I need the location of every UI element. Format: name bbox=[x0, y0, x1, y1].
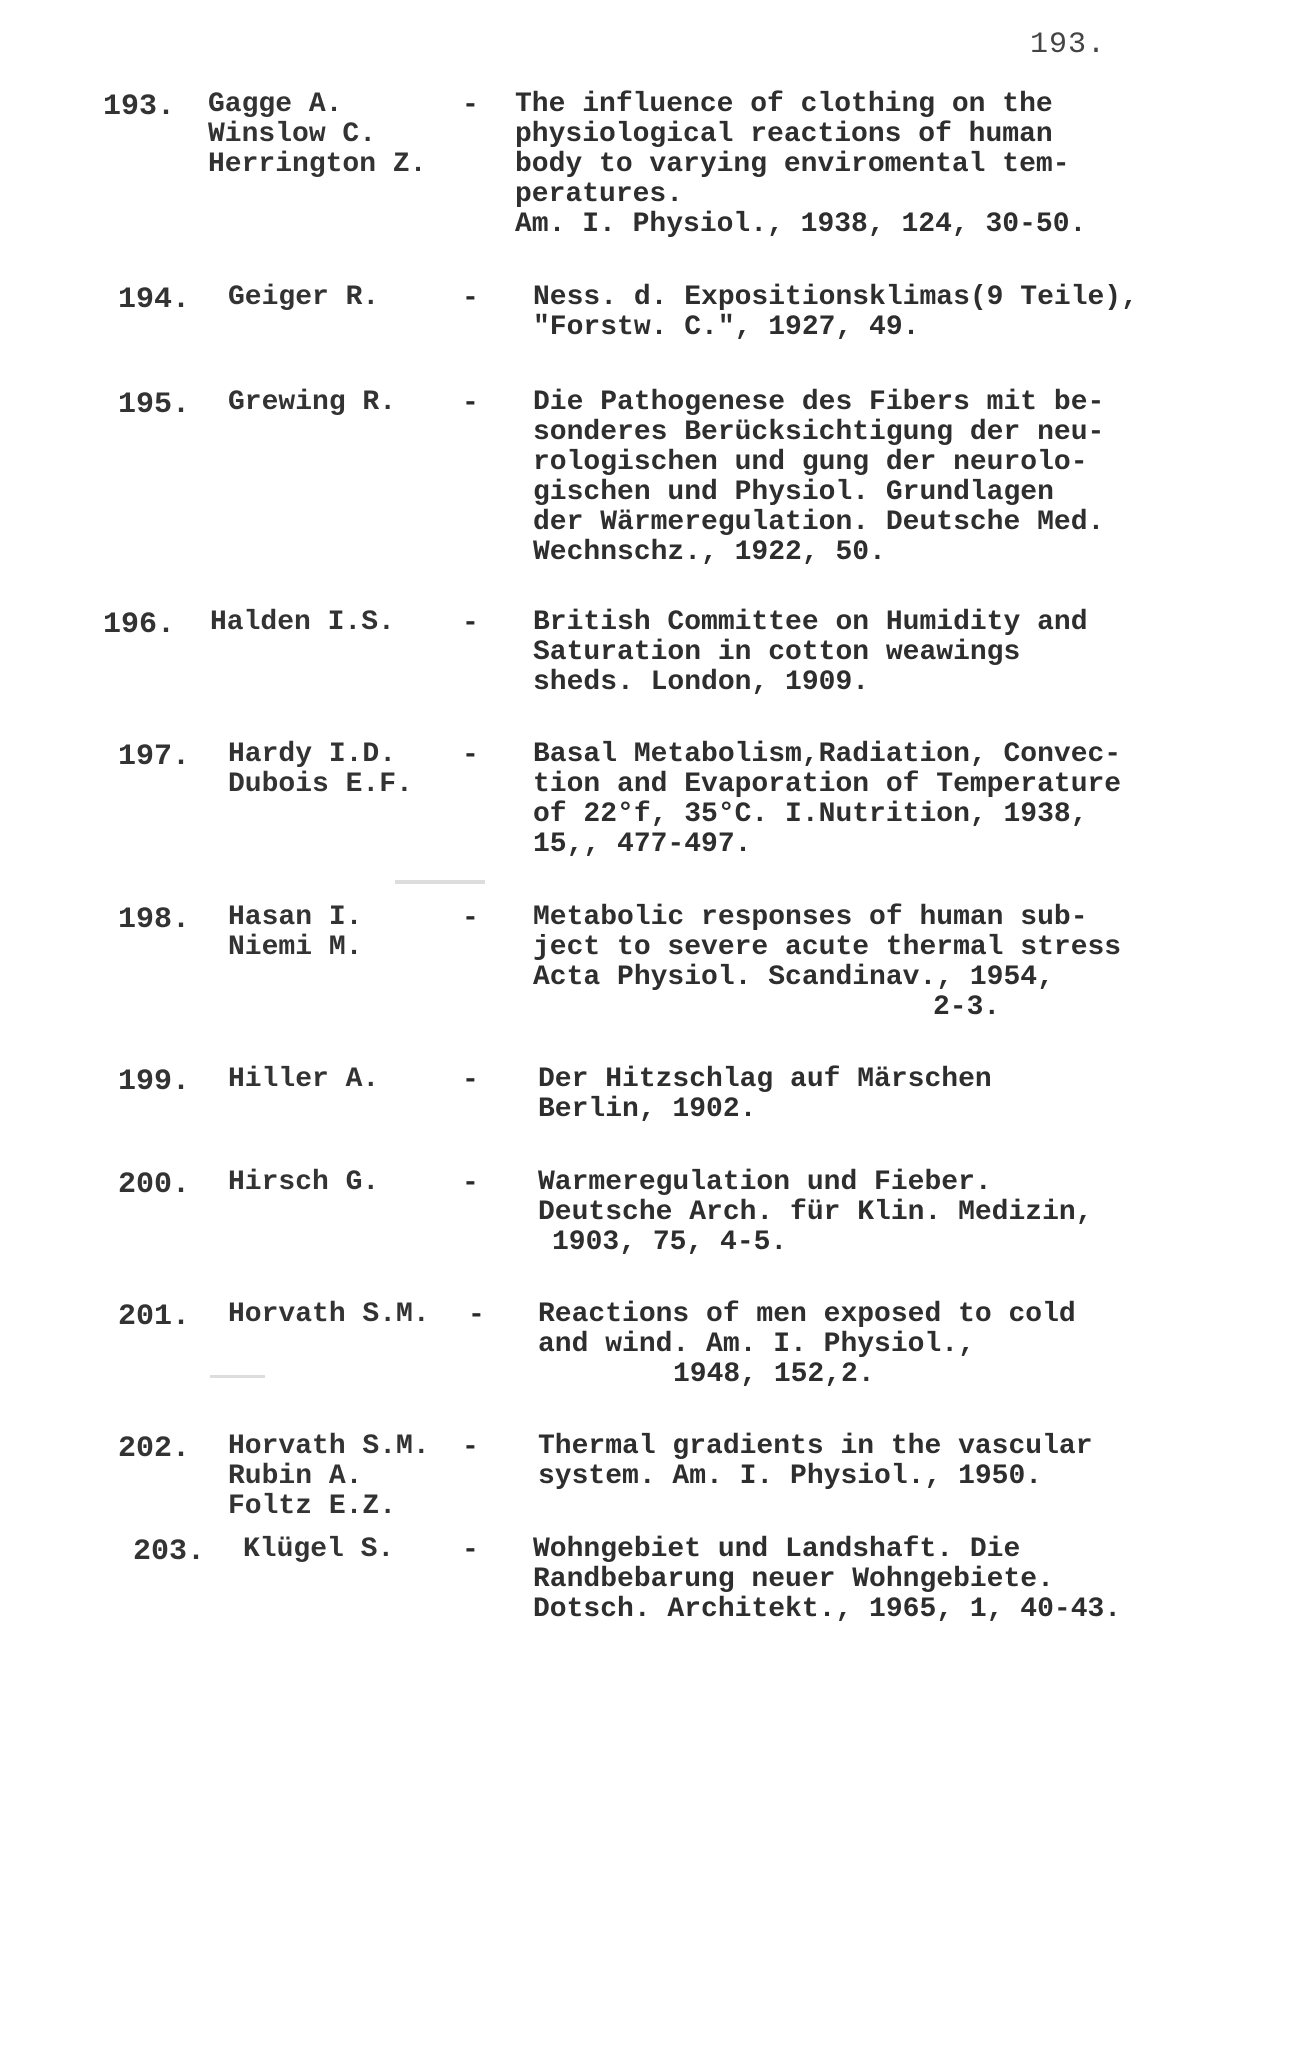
reference-line: rologischen und gung der neurolo- bbox=[533, 447, 1088, 478]
reference-line: Berlin, 1902. bbox=[538, 1094, 757, 1125]
reference-line: Reactions of men exposed to cold bbox=[538, 1299, 1076, 1330]
entry-dash: - bbox=[462, 388, 479, 419]
reference-line: sheds. London, 1909. bbox=[533, 667, 870, 698]
author: Klügel S. bbox=[243, 1534, 395, 1565]
author: Hasan I. bbox=[228, 902, 363, 933]
reference-line: body to varying enviromental tem- bbox=[515, 149, 1070, 180]
scan-smudge bbox=[395, 880, 485, 884]
entry-reference bbox=[515, 90, 1086, 240]
reference-line: Randbebarung neuer Wohngebiete. bbox=[533, 1564, 1054, 1595]
entry-reference bbox=[538, 1432, 1093, 1492]
entry-authors bbox=[210, 608, 395, 638]
reference-line: of 22°f, 35°C. I.Nutrition, 1938, bbox=[533, 799, 1088, 830]
entry-reference bbox=[538, 1300, 1076, 1390]
reference-line: Ness. d. Expositionsklimas(9 Teile), bbox=[533, 282, 1138, 313]
author: Halden I.S. bbox=[210, 607, 395, 638]
reference-line: Acta Physiol. Scandinav., 1954, bbox=[533, 962, 1054, 993]
entry-reference bbox=[538, 1065, 992, 1125]
reference-line: 1948, 152,2. bbox=[673, 1359, 875, 1390]
entry-reference bbox=[533, 608, 1088, 698]
author: Geiger R. bbox=[228, 282, 380, 313]
author: Herrington Z. bbox=[208, 149, 427, 180]
reference-line: Basal Metabolism,Radiation, Convec- bbox=[533, 739, 1122, 770]
entry-dash: - bbox=[462, 740, 479, 771]
author: Winslow C. bbox=[208, 119, 377, 150]
entry-authors bbox=[228, 283, 379, 313]
entry-number: 197. bbox=[118, 740, 191, 774]
reference-line: Dotsch. Architekt., 1965, 1, 40-43. bbox=[533, 1594, 1122, 1625]
reference-line: British Committee on Humidity and bbox=[533, 607, 1088, 638]
entry-authors bbox=[243, 1535, 394, 1565]
reference-line: Metabolic responses of human sub- bbox=[533, 902, 1088, 933]
entry-dash: - bbox=[462, 90, 479, 121]
author: Dubois E.F. bbox=[228, 769, 413, 800]
reference-line: tion and Evaporation of Temperature bbox=[533, 769, 1122, 800]
author: Hardy I.D. bbox=[228, 739, 397, 770]
reference-line: "Forstw. C.", 1927, 49. bbox=[533, 312, 920, 343]
author: Foltz E.Z. bbox=[228, 1491, 397, 1522]
entry-dash: - bbox=[462, 1065, 479, 1096]
reference-line: Der Hitzschlag auf Märschen bbox=[538, 1064, 992, 1095]
entry-number: 196. bbox=[103, 608, 176, 642]
entry-reference bbox=[538, 1168, 1093, 1258]
reference-line: 1903, 75, 4-5. bbox=[552, 1227, 788, 1258]
reference-line: Deutsche Arch. für Klin. Medizin, bbox=[538, 1197, 1093, 1228]
entry-reference bbox=[533, 388, 1104, 568]
scan-smudge bbox=[210, 1375, 265, 1378]
entry-authors bbox=[228, 903, 362, 963]
entry-number: 195. bbox=[118, 388, 191, 422]
entry-dash: - bbox=[462, 1168, 479, 1199]
author: Hiller A. bbox=[228, 1064, 380, 1095]
author: Hirsch G. bbox=[228, 1167, 380, 1198]
author: Grewing R. bbox=[228, 387, 397, 418]
entry-authors bbox=[208, 90, 426, 180]
entry-number: 193. bbox=[103, 90, 176, 124]
reference-line: Thermal gradients in the vascular bbox=[538, 1431, 1093, 1462]
author: Horvath S.M. bbox=[228, 1431, 430, 1462]
reference-line: Die Pathogenese des Fibers mit be- bbox=[533, 387, 1105, 418]
reference-line: Warmeregulation und Fieber. bbox=[538, 1167, 992, 1198]
reference-line: 2-3. bbox=[933, 992, 1001, 1023]
entry-reference bbox=[533, 740, 1121, 860]
reference-line: ject to severe acute thermal stress bbox=[533, 932, 1122, 963]
reference-line: sonderes Berücksichtigung der neu- bbox=[533, 417, 1105, 448]
entry-reference bbox=[533, 283, 1138, 343]
reference-line: Wohngebiet und Landshaft. Die bbox=[533, 1534, 1021, 1565]
entry-number: 203. bbox=[133, 1535, 206, 1569]
page-number: 193. bbox=[1030, 28, 1107, 62]
entry-authors bbox=[228, 1432, 430, 1522]
reference-line: and wind. Am. I. Physiol., bbox=[538, 1329, 975, 1360]
reference-line: physiological reactions of human bbox=[515, 119, 1053, 150]
entry-dash: - bbox=[462, 903, 479, 934]
reference-line: gischen und Physiol. Grundlagen bbox=[533, 477, 1054, 508]
entry-number: 198. bbox=[118, 903, 191, 937]
reference-line: peratures. bbox=[515, 179, 684, 210]
entry-authors bbox=[228, 1168, 379, 1198]
reference-line: 15,, 477-497. bbox=[533, 829, 752, 860]
entry-reference bbox=[533, 903, 1121, 1023]
entry-dash: - bbox=[462, 1535, 479, 1566]
entry-dash: - bbox=[462, 608, 479, 639]
entry-number: 202. bbox=[118, 1432, 191, 1466]
entry-number: 201. bbox=[118, 1300, 191, 1334]
entry-number: 199. bbox=[118, 1065, 191, 1099]
author: Rubin A. bbox=[228, 1461, 363, 1492]
author: Niemi M. bbox=[228, 932, 363, 963]
entry-authors bbox=[228, 740, 413, 800]
entry-authors bbox=[228, 388, 396, 418]
entry-number: 200. bbox=[118, 1168, 191, 1202]
entry-number: 194. bbox=[118, 283, 191, 317]
reference-line: Wechnschz., 1922, 50. bbox=[533, 537, 886, 568]
author: Gagge A. bbox=[208, 89, 343, 120]
reference-line: system. Am. I. Physiol., 1950. bbox=[538, 1461, 1043, 1492]
reference-line: der Wärmeregulation. Deutsche Med. bbox=[533, 507, 1105, 538]
reference-line: Saturation in cotton weawings bbox=[533, 637, 1021, 668]
reference-line: Am. I. Physiol., 1938, 124, 30-50. bbox=[515, 209, 1087, 240]
author: Horvath S.M. bbox=[228, 1299, 430, 1330]
reference-line: The influence of clothing on the bbox=[515, 89, 1053, 120]
entry-reference bbox=[533, 1535, 1121, 1625]
entry-dash: - bbox=[462, 1432, 479, 1463]
entry-authors bbox=[228, 1300, 430, 1330]
entry-dash: - bbox=[468, 1300, 485, 1331]
entry-authors bbox=[228, 1065, 379, 1095]
entry-dash: - bbox=[462, 283, 479, 314]
